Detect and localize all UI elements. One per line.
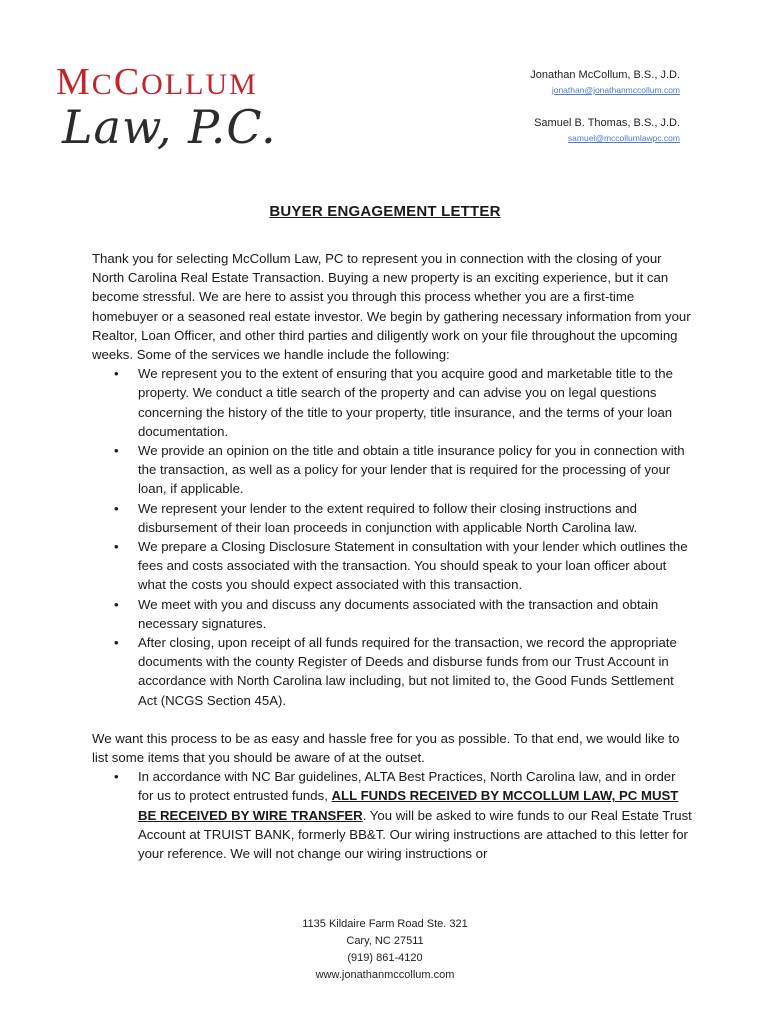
logo-wordmark-bottom: Law, P.C. <box>62 100 277 154</box>
bullet-icon: • <box>114 596 119 612</box>
letterhead-footer <box>0 916 770 984</box>
list-item: • After closing, upon receipt of all funds required for the transaction, we record the appropriate documents with the county Register of Deeds and disburse funds from our Trust Account in accordance with North Carolina law including, but not limited to, the Good Funds Settlement Act (NCGS Section 45A). <box>114 635 677 708</box>
list-item: • We represent your lender to the extent required to follow their closing instructions and disbursement of their loan proceeds in conjunction with applicable North Carolina law. <box>114 500 638 535</box>
intro-paragraph: Thank you for selecting McCollum Law, PC to represent you in connection with the closing of your North Carolina Real Estate Transaction. Buying a new property is an exciting experience, but it can become stressful. We are here to assist you through this process whether you are a first-time homebuyer or a seasoned real estate investor. We begin by gathering necessary information from your Realtor, Loan Officer, and other third parties and diligently work on your file throughout the upcoming weeks. Some of the services we handle include the following: <box>92 251 691 363</box>
outset-paragraph: We want this process to be as easy and hassle free for you as possible. To that end, we would like to list some items that you should be aware of at the outset. <box>92 730 680 766</box>
bullet-icon: • <box>114 443 119 459</box>
notice-list <box>92 767 692 863</box>
bullet-icon: • <box>114 635 119 651</box>
list-item: • In accordance with NC Bar guidelines, ALTA Best Practices, North Carolina law, and in order for us to protect entrusted funds, ALL FUNDS RECEIVED BY MCCOLLUM LAW, PC MUST BE RECEIVED BY WIRE TRANSFER. You will be asked to wire funds to our Real Estate Trust Account at TRUIST BANK, formerly BB&T. Our wiring instructions are attached to this letter for your reference. We will not change our wiring instructions or <box>114 769 692 862</box>
document-title: BUYER ENGAGEMENT LETTER <box>269 203 501 220</box>
attorney-contacts <box>530 68 680 146</box>
footer-phone: (919) 861-4120 <box>347 952 423 964</box>
list-item: • We represent you to the extent of ensuring that you acquire good and marketable title to the property. We conduct a title search of the property and can advise you on legal questions concerning the history of the title to your property, title insurance, and the terms of your loan documentation. <box>114 366 673 439</box>
bullet-icon: • <box>114 366 119 382</box>
wire-transfer-notice: ALL FUNDS RECEIVED BY MCCOLLUM LAW, PC MUST BE RECEIVED BY WIRE TRANSFER <box>138 788 679 823</box>
logo-wordmark-top: MCCOLLUM <box>56 61 258 103</box>
bullet-icon: • <box>114 500 119 516</box>
attorney-name: Jonathan McCollum, B.S., J.D. <box>530 69 680 81</box>
bullet-icon: • <box>114 539 119 555</box>
bullet-icon: • <box>114 769 119 785</box>
firm-logo <box>52 60 352 160</box>
attorney-email-link[interactable]: jonathan@jonathanmccollum.com <box>551 85 680 95</box>
services-list <box>92 364 692 710</box>
footer-city: Cary, NC 27511 <box>346 935 424 947</box>
attorney-name: Samuel B. Thomas, B.S., J.D. <box>534 117 680 129</box>
footer-website: www.jonathanmccollum.com <box>315 969 455 981</box>
list-item: • We meet with you and discuss any documents associated with the transaction and obtain necessary signatures. <box>114 596 659 631</box>
attorney-email-link[interactable]: samuel@mccollumlawpc.com <box>567 133 680 143</box>
letter-body <box>92 249 692 863</box>
list-item: • We prepare a Closing Disclosure Statement in consultation with your lender which outlines the fees and costs associated with the transaction. You should speak to your loan officer about what the costs you should expect associated with this transaction. <box>114 539 688 593</box>
list-item: • We provide an opinion on the title and obtain a title insurance policy for you in connection with the transaction, as well as a policy for your lender that is required for the processing of your loan, if applicable. <box>114 443 685 497</box>
footer-address: 1135 Kildaire Farm Road Ste. 321 <box>302 918 468 930</box>
